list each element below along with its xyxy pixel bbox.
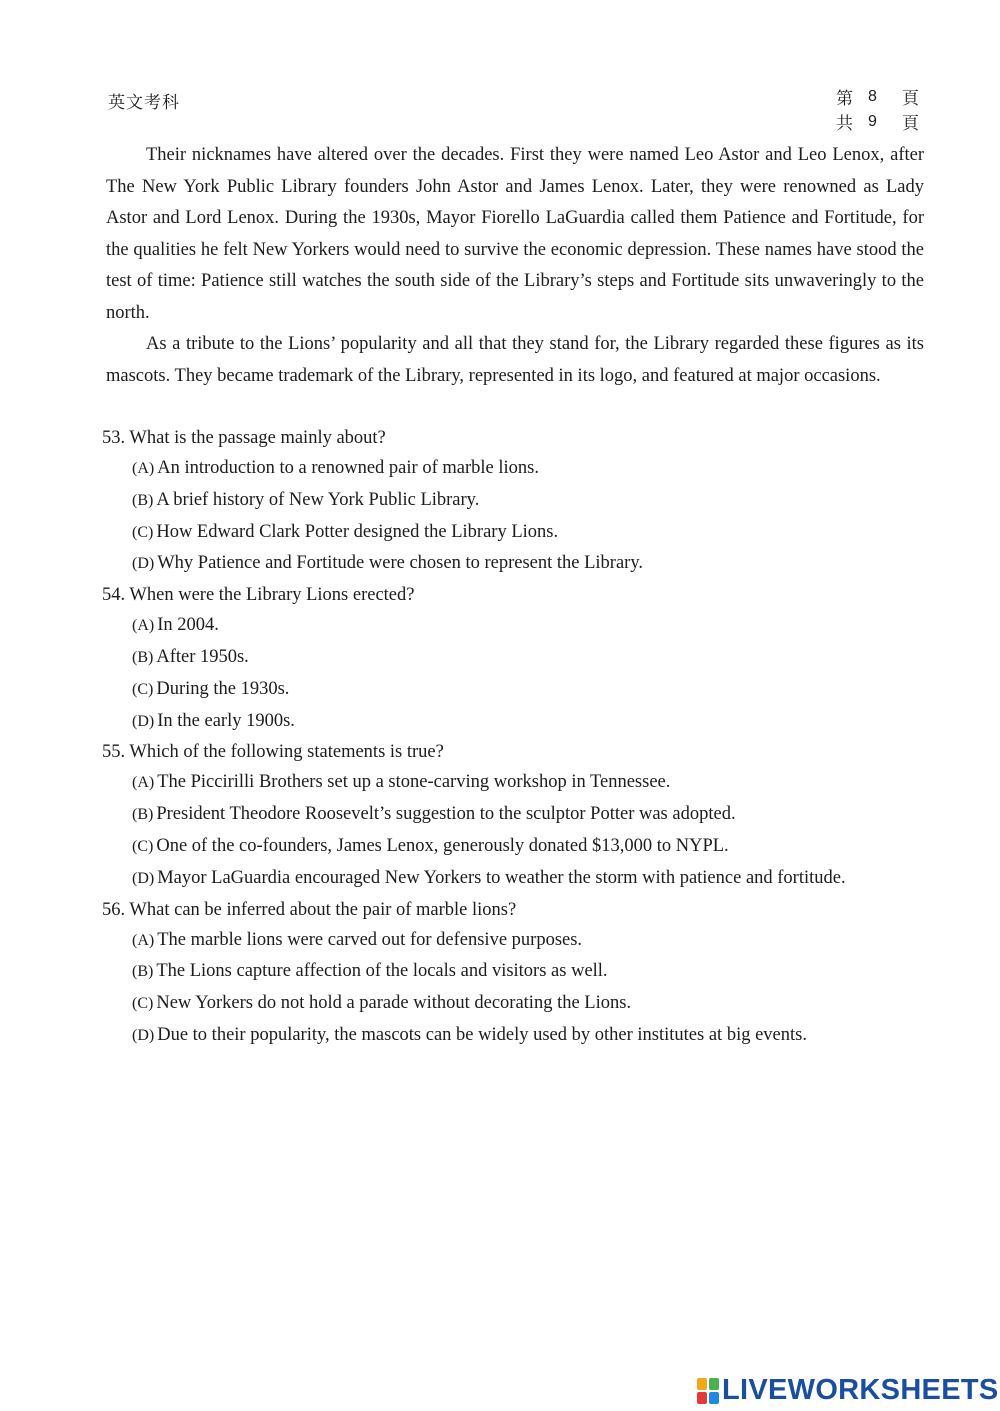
option-letter: (C) xyxy=(132,837,154,855)
option-d[interactable] xyxy=(102,1020,932,1052)
option-text: In the early 1900s. xyxy=(157,710,295,731)
question-55 xyxy=(102,737,932,894)
question-56 xyxy=(102,895,932,1052)
question-53 xyxy=(102,423,932,580)
option-letter: (B) xyxy=(132,963,154,981)
option-letter: (A) xyxy=(132,460,155,477)
option-text: New Yorkers do not hold a parade without decorating the Lions. xyxy=(156,993,632,1014)
option-letter: (D) xyxy=(132,555,155,573)
option-letter: (B) xyxy=(132,648,154,666)
option-b[interactable] xyxy=(102,799,932,831)
option-text: In 2004. xyxy=(157,615,219,636)
option-letter: (B) xyxy=(132,806,154,824)
option-text: During the 1930s. xyxy=(156,678,290,699)
question-stem: 56. What can be inferred about the pair of marble lions? xyxy=(102,899,517,920)
total-unit: 頁 xyxy=(902,114,919,133)
option-text: One of the co-founders, James Lenox, generously donated $13,000 to NYPL. xyxy=(156,835,729,856)
option-letter: (C) xyxy=(132,995,154,1013)
option-a[interactable] xyxy=(102,767,932,799)
reading-passage xyxy=(106,140,924,392)
question-54 xyxy=(102,580,932,737)
option-text: Mayor LaGuardia encouraged New Yorkers to weather the storm with patience and fortitude. xyxy=(157,867,846,888)
option-letter: (C) xyxy=(132,680,154,698)
option-text: A brief history of New York Public Library. xyxy=(156,489,480,510)
option-a[interactable] xyxy=(102,925,932,957)
question-stem: 53. What is the passage mainly about? xyxy=(102,428,386,448)
option-text: The marble lions were carved out for defensive purposes. xyxy=(157,929,583,950)
page-label: 第 xyxy=(836,89,853,108)
liveworksheets-icon xyxy=(697,1378,719,1404)
option-text: The Lions capture affection of the locals and visitors as well. xyxy=(156,961,608,982)
icon-tile xyxy=(697,1392,707,1404)
option-text: Why Patience and Fortitude were chosen to represent the Library. xyxy=(157,553,644,574)
option-letter: (D) xyxy=(132,1026,155,1044)
passage-paragraph: As a tribute to the Lions’ popularity and all that they stand for, the Library regarded these figures as its mascots. They became trademark of the Library, represented in its logo, and featured at major occasions. xyxy=(106,334,924,386)
option-a[interactable] xyxy=(102,610,932,642)
option-a[interactable] xyxy=(102,453,932,485)
option-d[interactable] xyxy=(102,706,932,738)
option-d[interactable] xyxy=(102,548,932,580)
page-number: 8 xyxy=(868,87,877,105)
option-text: How Edward Clark Potter designed the Library Lions. xyxy=(156,521,559,542)
icon-tile xyxy=(709,1378,719,1390)
option-b[interactable] xyxy=(102,485,932,517)
subject-label: 英文考科 xyxy=(108,93,180,112)
icon-tile xyxy=(697,1378,707,1390)
question-list xyxy=(102,423,932,1052)
option-c[interactable] xyxy=(102,831,932,863)
option-letter: (A) xyxy=(132,931,155,949)
option-c[interactable] xyxy=(102,674,932,706)
option-text: An introduction to a renowned pair of marble lions. xyxy=(157,458,539,478)
option-text: After 1950s. xyxy=(156,646,249,667)
total-pages: 9 xyxy=(868,112,877,130)
option-letter: (D) xyxy=(132,712,155,730)
page-info xyxy=(836,84,919,134)
option-b[interactable] xyxy=(102,642,932,674)
option-text: Due to their popularity, the mascots can be widely used by other institutes at big events. xyxy=(157,1024,807,1045)
total-label: 共 xyxy=(836,114,853,133)
question-stem: 55. Which of the following statements is true? xyxy=(102,742,444,763)
icon-tile xyxy=(709,1392,719,1404)
option-letter: (C) xyxy=(132,523,154,541)
option-d[interactable] xyxy=(102,863,932,895)
total-pages-row xyxy=(836,109,919,134)
current-page-row xyxy=(836,84,919,109)
option-letter: (D) xyxy=(132,869,155,887)
page-unit: 頁 xyxy=(902,89,919,108)
logo-text: LIVEWORKSHEETS xyxy=(722,1374,999,1406)
option-letter: (A) xyxy=(132,774,155,792)
option-b[interactable] xyxy=(102,956,932,988)
option-text: President Theodore Roosevelt’s suggestion to the sculptor Potter was adopted. xyxy=(156,804,736,825)
option-c[interactable] xyxy=(102,988,932,1020)
question-stem: 54. When were the Library Lions erected? xyxy=(102,585,415,606)
option-text: The Piccirilli Brothers set up a stone-carving workshop in Tennessee. xyxy=(157,772,671,793)
option-c[interactable] xyxy=(102,517,932,549)
passage-paragraph: Their nicknames have altered over the decades. First they were named Leo Astor and Leo Lenox, after The New York Public Library founders John Astor and James Lenox. Later, they were renowned as Lady Astor and Lord Lenox. During the 1930s, Mayor Fiorello LaGuardia called them Patience and Fortitude, for the qualities he felt New Yorkers would need to survive the economic depression. These names have stood the test of time: Patience still watches the south side of the Library’s steps and Fortitude sits unwaveringly to the north. xyxy=(106,145,924,323)
option-letter: (B) xyxy=(132,491,154,509)
liveworksheets-logo[interactable] xyxy=(697,1374,999,1407)
option-letter: (A) xyxy=(132,617,155,635)
